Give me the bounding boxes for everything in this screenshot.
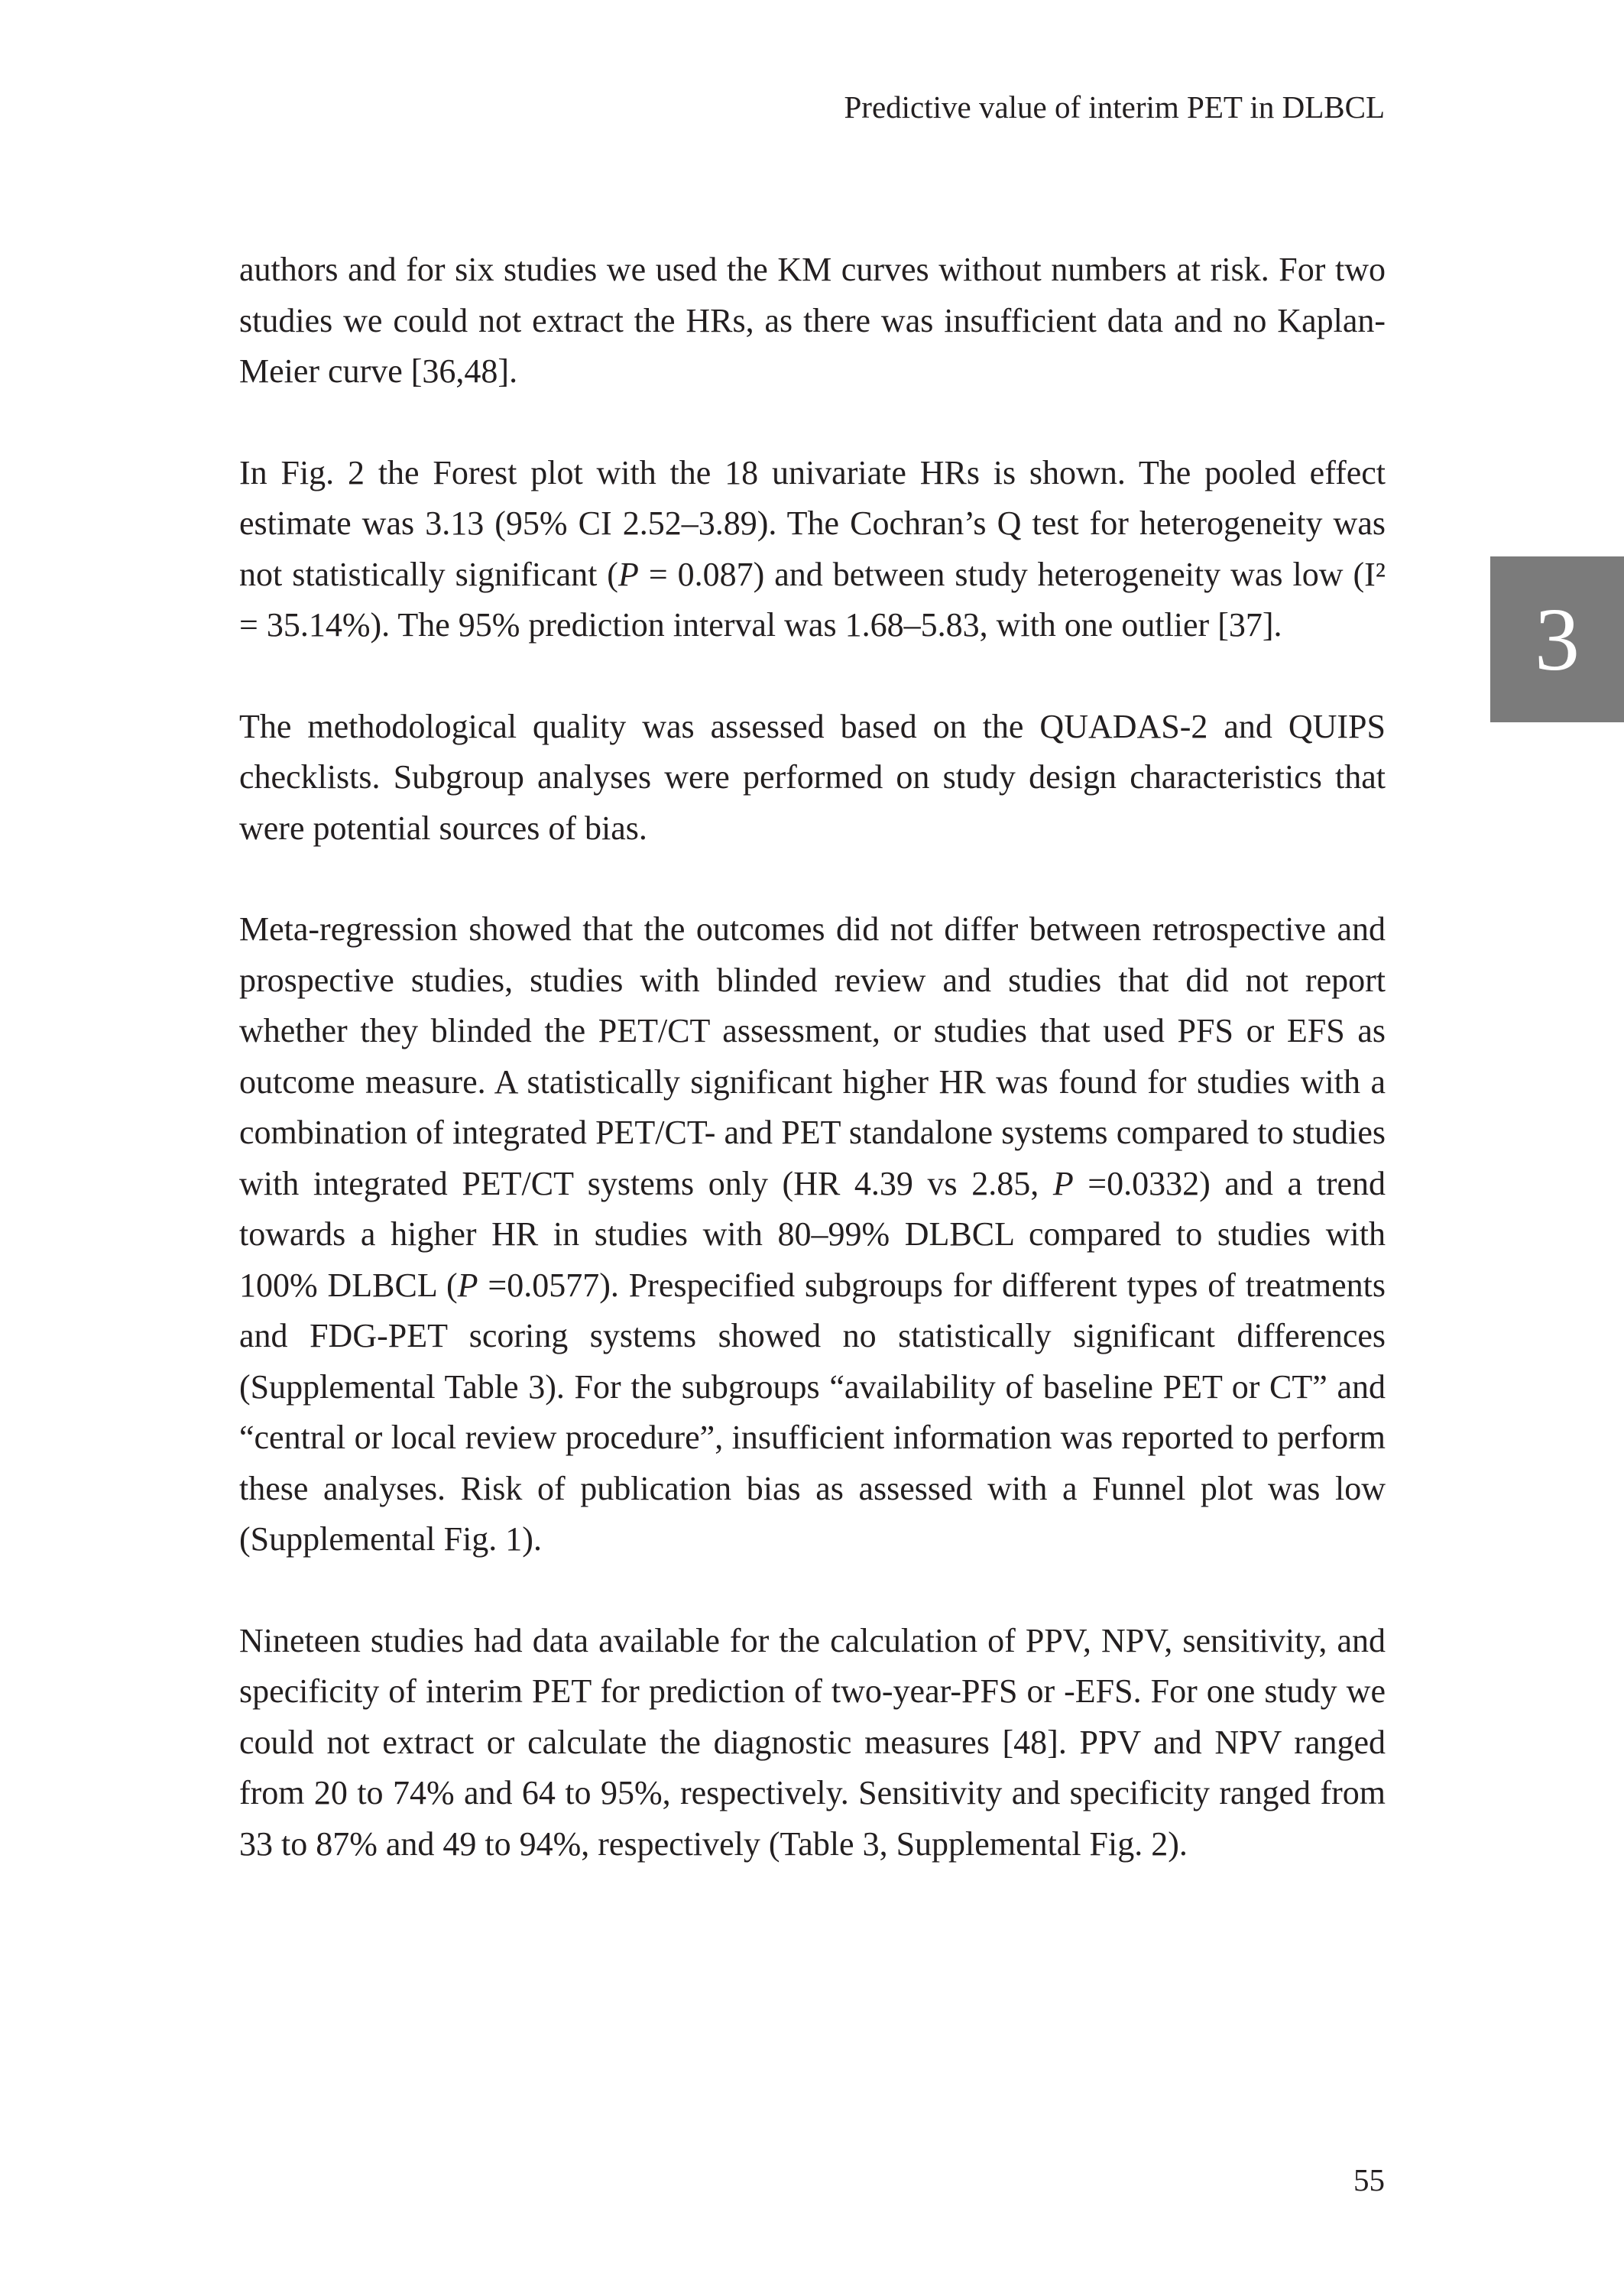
chapter-number: 3	[1535, 589, 1580, 689]
chapter-tab	[1490, 556, 1624, 722]
page-number: 55	[1353, 2162, 1385, 2197]
paragraph-3: The methodological quality was assessed based on the QUADAS-2 and QUIPS checklists. Subgroup analyses were performed on study design characteristics that were potential sources of bias.	[239, 707, 1386, 847]
paragraph-1: authors and for six studies we used the KM curves without numbers at risk. For two studies we could not extract the HRs, as there was insufficient data and no Kaplan-Meier curve [36,48].	[239, 251, 1386, 390]
body-text	[239, 245, 1386, 1920]
paragraph-2: In Fig. 2 the Forest plot with the 18 univariate HRs is shown. The pooled effect estimate was 3.13 (95% CI 2.52–3.89). The Cochran’s Q test for heterogeneity was not statistically significant (P = 0.087) and between study heterogeneity was low (I² = 35.14%). The 95% prediction interval was 1.68–5.83, with one outlier [37].	[239, 453, 1386, 644]
running-head: Predictive value of interim PET in DLBCL	[844, 89, 1385, 125]
paragraph-4: Meta-regression showed that the outcomes did not differ between retrospective and prospective studies, studies with blinded review and studies that did not report whether they blinded the PET/CT assessment, or studies that used PFS or EFS as outcome measure. A statistically significant higher HR was found for studies with a combination of integrated PET/CT- and PET standalone systems compared to studies with integrated PET/CT systems only (HR 4.39 vs 2.85, P =0.0332) and a trend towards a higher HR in studies with 80–99% DLBCL compared to studies with 100% DLBCL (P =0.0577). Prespecified subgroups for different types of treatments and FDG-PET scoring systems showed no statistically significant differences (Supplemental Table 3). For the subgroups “availability of baseline PET or CT” and “central or local review procedure”, insufficient information was reported to perform these analyses. Risk of publication bias as assessed with a Funnel plot was low (Supplemental Fig. 1).	[239, 910, 1386, 1558]
paragraph-5: Nineteen studies had data available for the calculation of PPV, NPV, sensitivity, and specificity of interim PET for prediction of two-year-PFS or -EFS. For one study we could not extract or calculate the diagnostic measures [48]. PPV and NPV ranged from 20 to 74% and 64 to 95%, respectively. Sensitivity and specificity ranged from 33 to 87% and 49 to 94%, respectively (Table 3, Supplemental Fig. 2).	[239, 1621, 1386, 1863]
